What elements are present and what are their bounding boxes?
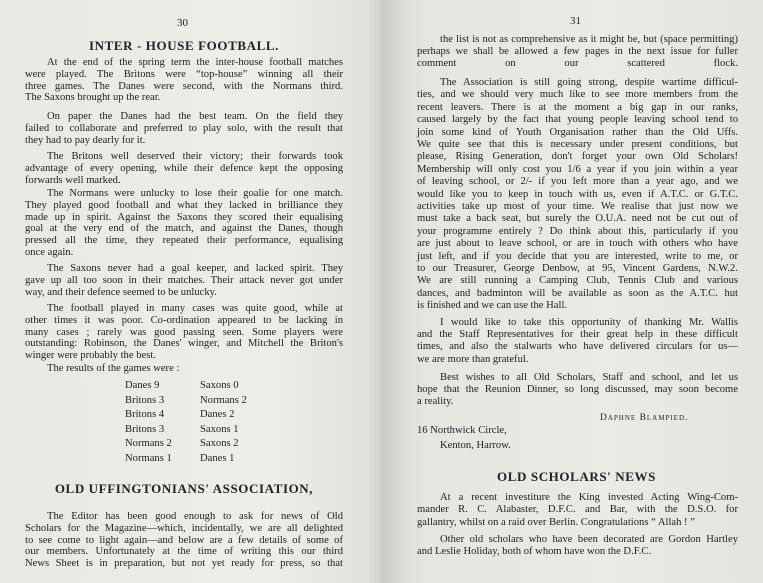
address-line: Kenton, Harrow. xyxy=(440,440,511,451)
text-line: a reality. xyxy=(417,396,454,408)
text-line: Membership will only cost you 1/6 a year if you join within a year xyxy=(417,163,738,175)
text-line: News Sheet is in preparation, but not yet ready for press, so that xyxy=(25,558,343,570)
result-team-score: Normans 2 xyxy=(200,394,247,406)
text-line: mander R. C. Alabaster, D.F.C. and Bar, with the D.S.O. for xyxy=(417,504,738,516)
text-line: perhaps we shall be allowed a few pages in the next issue for fuller xyxy=(417,46,738,58)
signature: Daphne Blampied. xyxy=(600,413,689,423)
text-line: must take a back seat, but surely the O.U.A. need not be cut out of xyxy=(417,213,738,225)
text-line: gallantry, whilst on a raid over Berlin. Congratulations “ Allah ! ” xyxy=(417,516,695,528)
text-line: Scholars for the Magazine—which, incidentally, we are all delighted xyxy=(25,522,343,534)
text-line: The Saxons never had a goal keeper, and lacked spirit. They xyxy=(47,263,343,274)
text-line: your programme entirely ? Do think about this, particularly if you xyxy=(417,225,738,237)
text-line: of leaving school, or 2/- if you left more than a year ago, and we xyxy=(417,176,738,188)
result-team-score: Saxons 1 xyxy=(200,423,239,435)
text-line: our members. Unfortunately at the time of writing this our third xyxy=(25,546,343,558)
text-line: to our Treasurer, George Denbow, at 95, Vincent Gardens, N.W.2. xyxy=(417,263,738,274)
text-line: ties, and we should very much like to see more members from the xyxy=(417,89,738,101)
text-line: goal at the very end of the match, and against the Danes, though xyxy=(25,223,343,235)
address-line: 16 Northwick Circle, xyxy=(417,425,507,436)
text-line: they had to pay dearly for it. xyxy=(25,134,146,146)
text-line: and the Staff Representatives for their great help in these difficult xyxy=(417,329,738,341)
text-line: were played. The Britons were “top-house” winning all their xyxy=(25,68,343,80)
text-line: we are more than grateful. xyxy=(417,353,529,365)
text-line: Other old scholars who have been decorated are Gordon Hartley xyxy=(440,534,738,545)
text-line: failed to collaborate and preferred to play solo, with the result that xyxy=(25,122,343,134)
text-line: outstanding: Robinson, the Danes' winger, and Mitchell the Briton's xyxy=(25,338,343,350)
text-line: gave up all too soon in their matches. Their attack never got under xyxy=(25,274,343,286)
text-line: and Leslie Holiday, both of whom have won the D.F.C. xyxy=(417,546,652,558)
page-number: 30 xyxy=(177,17,188,29)
result-team-score: Britons 3 xyxy=(125,394,165,406)
text-line: is finished and we can use the Hall. xyxy=(417,300,568,312)
page-number: 31 xyxy=(570,15,581,27)
text-line: The Britons well deserved their victory; their forwards took xyxy=(47,151,343,162)
text-line: other times it was poor. Co-ordination appeared to be lacking in xyxy=(25,314,343,326)
result-team-score: Normans 2 xyxy=(125,438,172,450)
result-team-score: Saxons 0 xyxy=(200,380,239,391)
text-line: pressed all the time, they repeated their performance, equalising xyxy=(25,235,343,247)
text-line: advantage of every opening, while their defence kept the opposing xyxy=(25,162,343,174)
text-line: activities take up most of your time. We realise that just now we xyxy=(417,201,738,212)
text-line: made up in spirit. Against the Saxons they scored their equalising xyxy=(25,211,343,223)
text-line: They played good football and what they lacked in brilliance they xyxy=(25,199,343,211)
text-line: The Normans were unlucky to lose their goalie for one match. xyxy=(47,188,343,199)
text-line: hope that the Reunion Dinner, so long discussed, may soon become xyxy=(417,384,738,396)
text-line: recent leavers. There is at the moment a big gap in our ranks, xyxy=(417,101,738,113)
result-team-score: Danes 2 xyxy=(200,409,235,421)
text-line: The football played in many cases was quite good, while at xyxy=(47,303,343,314)
text-line: dances, and badminton will be available as soon as the A.T.C. hut xyxy=(417,287,738,299)
text-line: winger were probably the best. xyxy=(25,350,156,362)
text-line: The Association is still going strong, despite wartime difficul- xyxy=(440,77,738,88)
text-line: three games. The Danes were second, with the Normans third. xyxy=(25,80,343,92)
result-team-score: Danes 9 xyxy=(125,380,160,391)
text-line: At the end of the spring term the inter-house football matches xyxy=(47,57,343,68)
text-line: many cases ; rarely was good passing seen. Some players were xyxy=(25,326,343,338)
result-team-score: Normans 1 xyxy=(125,453,172,464)
text-line: Best wishes to all Old Scholars, Staff and school, and let us xyxy=(440,372,738,383)
result-team-score: Danes 1 xyxy=(200,453,235,464)
result-team-score: Britons 4 xyxy=(125,409,165,421)
result-team-score: Britons 3 xyxy=(125,423,165,435)
text-line: I would like to take this opportunity of thanking Mr. Wallis xyxy=(440,317,738,328)
text-line: to see come to light again—and below are a few details of some of xyxy=(25,534,343,546)
text-line: comment on our scattered flock. xyxy=(417,58,738,70)
article-title-inter-house-football: INTER - HOUSE FOOTBALL. xyxy=(88,38,280,53)
text-line: way, and their defence seemed to be unlucky. xyxy=(25,286,217,298)
right-page xyxy=(382,0,763,583)
text-line: We quite see that this is necessary under present conditions, but xyxy=(417,139,738,150)
text-line: would like you to keep in touch with us, even if A.T.C. or G.T.C. xyxy=(417,188,738,200)
text-line: The results of the games were : xyxy=(47,363,180,374)
text-line: At a recent investiture the King invested Acting Wing-Com- xyxy=(440,492,738,503)
text-line: the list is not as comprehensive as it might be, but (space permitting) xyxy=(440,34,738,45)
text-line: please, Rising Generation, don't forget your own Old Scholars! xyxy=(417,151,738,163)
article-title-old-scholars-news: OLD SCHOLARS' NEWS xyxy=(497,469,656,484)
text-line: are just about to leave school, or are in touch with others who have xyxy=(417,238,738,250)
text-line: forwards well marked. xyxy=(25,174,121,186)
text-line: The Editor has been good enough to ask for news of Old xyxy=(47,511,343,522)
text-line: caused largely by the fact that young people leaving school tend to xyxy=(417,114,738,126)
text-line: once again. xyxy=(25,247,74,258)
result-team-score: Saxons 2 xyxy=(200,438,239,450)
text-line: The Saxons brought up the rear. xyxy=(25,92,161,104)
text-line: join some kind of Youth Organisation rather than the Old Uffs. xyxy=(417,126,738,138)
text-line: We are still running a Camping Club, Tennis Club and various xyxy=(417,275,738,287)
article-title-old-uffingtonians: OLD UFFINGTONIANS' ASSOCIATION, xyxy=(54,481,314,496)
text-line: On paper the Danes had the best team. On the field they xyxy=(47,111,343,122)
text-line: times, and also the stalwarts who have delivered circulars for us— xyxy=(417,341,738,353)
text-line: just left, and if you decide that you are interested, write to me, or xyxy=(417,250,738,262)
